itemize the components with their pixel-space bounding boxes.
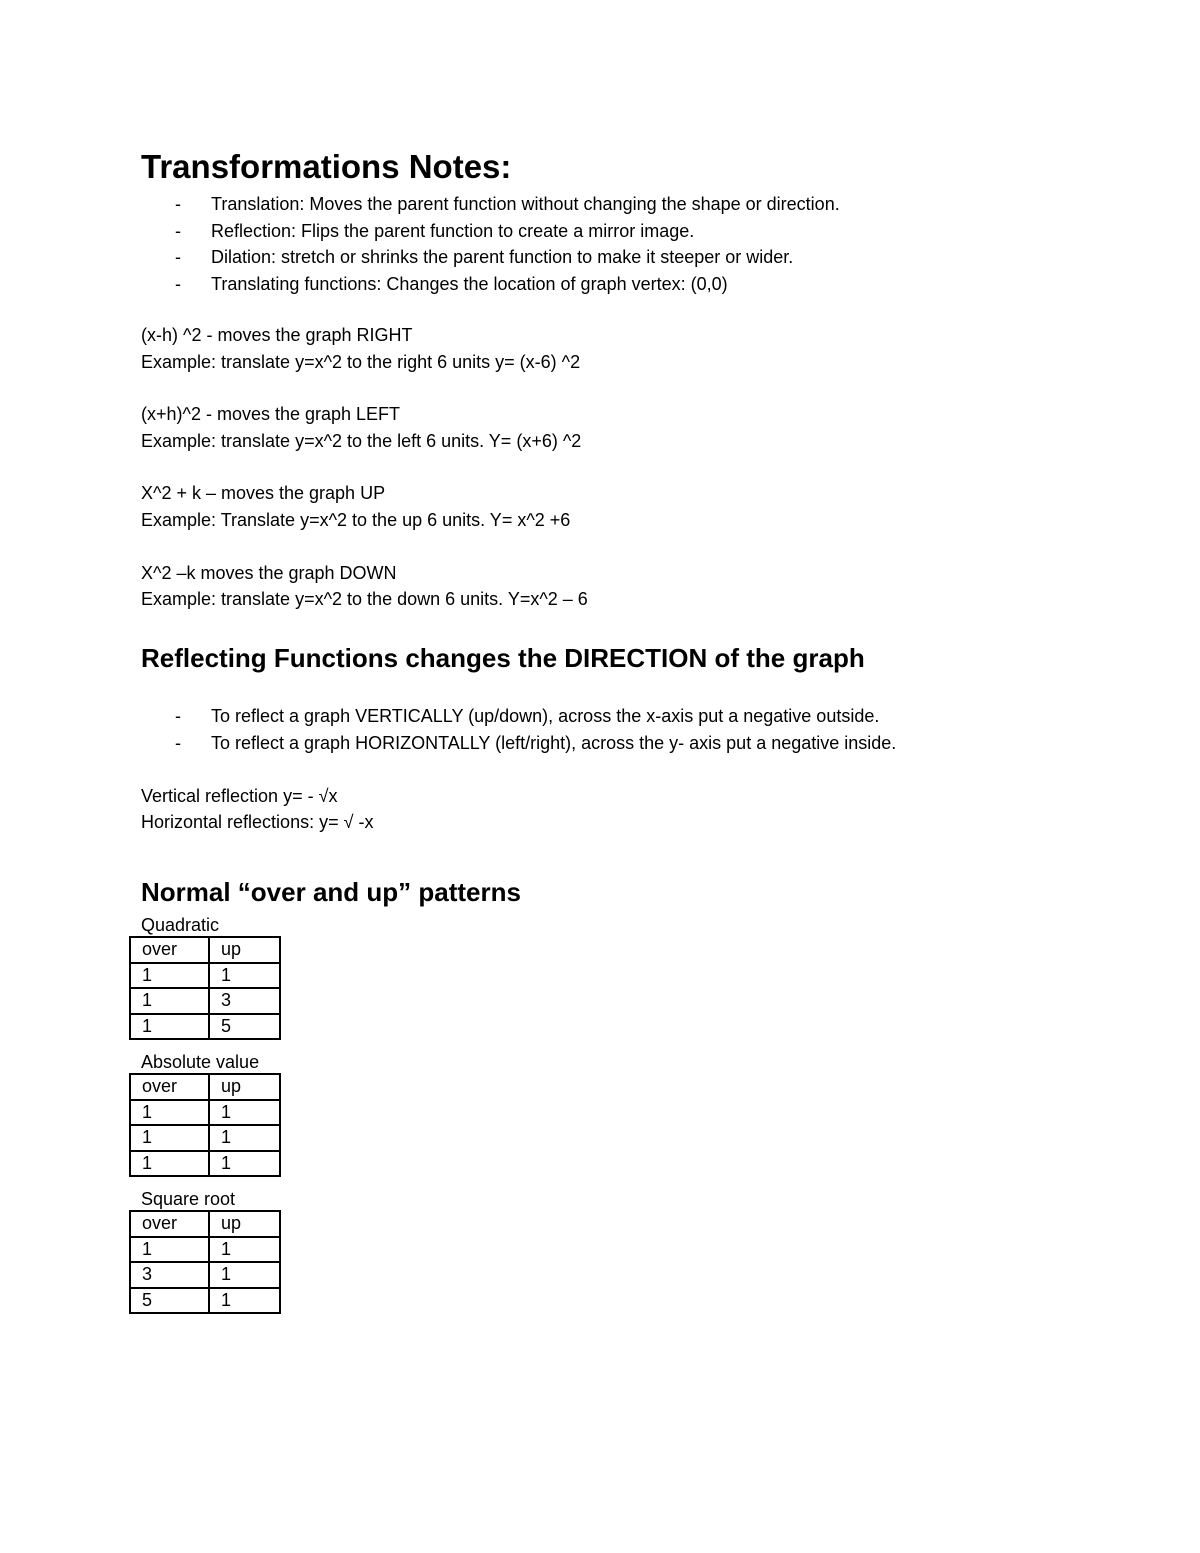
example-left: Example: translate y=x^2 to the left 6 units. Y= (x+6) ^2 xyxy=(141,431,582,451)
table-cell: 3 xyxy=(209,988,280,1014)
page-title: Transformations Notes: xyxy=(141,148,512,185)
bullet-dash: - xyxy=(175,706,181,726)
table-row xyxy=(130,1100,280,1126)
reflect-vertical-rule: To reflect a graph VERTICALLY (up/down), across the x-axis put a negative outside. xyxy=(211,706,880,726)
table-cell: 1 xyxy=(130,988,209,1014)
bullet-dash: - xyxy=(175,273,181,294)
rule-down: X^2 –k moves the graph DOWN xyxy=(141,563,397,583)
table-row xyxy=(130,1237,280,1263)
table-cell: 3 xyxy=(130,1262,209,1288)
table-header-row xyxy=(130,1074,280,1100)
definition-translating-functions: Translating functions: Changes the location of graph vertex: (0,0) xyxy=(211,273,728,294)
rule-up: X^2 + k – moves the graph UP xyxy=(141,483,386,503)
table-cell: 1 xyxy=(209,1262,280,1288)
example-down: Example: translate y=x^2 to the down 6 units. Y=x^2 – 6 xyxy=(141,589,588,609)
table-cell: 1 xyxy=(209,1237,280,1263)
horizontal-reflection-example: Horizontal reflections: y= √ -x xyxy=(141,812,374,832)
absolute-value-table xyxy=(129,1073,281,1177)
table-cell: 1 xyxy=(130,1237,209,1263)
vertical-reflection-example: Vertical reflection y= - √x xyxy=(141,786,338,806)
definition-dilation: Dilation: stretch or shrinks the parent function to make it steeper or wider. xyxy=(211,247,794,267)
rule-left: (x+h)^2 - moves the graph LEFT xyxy=(141,404,401,424)
table-cell: 1 xyxy=(209,1151,280,1177)
definition-translation: Translation: Moves the parent function without changing the shape or direction. xyxy=(211,194,840,214)
table-row xyxy=(130,1014,280,1040)
square-root-table xyxy=(129,1210,281,1314)
table-cell: 1 xyxy=(130,1014,209,1040)
table-cell: 5 xyxy=(209,1014,280,1040)
table-cell: 1 xyxy=(130,963,209,989)
definition-reflection: Reflection: Flips the parent function to create a mirror image. xyxy=(211,220,695,241)
table-row xyxy=(130,988,280,1014)
table-row xyxy=(130,963,280,989)
example-up: Example: Translate y=x^2 to the up 6 units. Y= x^2 +6 xyxy=(141,510,571,530)
bullet-dash: - xyxy=(175,732,181,753)
header-cell: over xyxy=(130,1074,209,1100)
table-row xyxy=(130,1262,280,1288)
header-cell: over xyxy=(130,1211,209,1237)
header-cell: up xyxy=(209,937,280,963)
table-caption-square-root: Square root xyxy=(141,1189,236,1209)
bullet-dash: - xyxy=(175,220,181,241)
example-right: Example: translate y=x^2 to the right 6 units y= (x-6) ^2 xyxy=(141,352,581,372)
table-caption-quadratic: Quadratic xyxy=(141,915,220,935)
table-caption-absolute-value: Absolute value xyxy=(141,1052,260,1072)
table-header-row xyxy=(130,937,280,963)
table-cell: 1 xyxy=(209,1100,280,1126)
table-cell: 1 xyxy=(209,1288,280,1314)
header-cell: over xyxy=(130,937,209,963)
quadratic-table xyxy=(129,936,281,1040)
table-row xyxy=(130,1125,280,1151)
table-cell: 1 xyxy=(130,1100,209,1126)
reflecting-heading: Reflecting Functions changes the DIRECTION of the graph xyxy=(141,643,865,673)
table-cell: 1 xyxy=(130,1125,209,1151)
patterns-heading: Normal “over and up” patterns xyxy=(141,877,521,907)
rule-right: (x-h) ^2 - moves the graph RIGHT xyxy=(141,325,413,345)
reflect-horizontal-rule: To reflect a graph HORIZONTALLY (left/right), across the y- axis put a negative inside. xyxy=(211,732,897,753)
table-row xyxy=(130,1151,280,1177)
table-cell: 1 xyxy=(209,1125,280,1151)
table-header-row xyxy=(130,1211,280,1237)
table-cell: 1 xyxy=(130,1151,209,1177)
header-cell: up xyxy=(209,1074,280,1100)
table-row xyxy=(130,1288,280,1314)
table-cell: 1 xyxy=(209,963,280,989)
header-cell: up xyxy=(209,1211,280,1237)
table-cell: 5 xyxy=(130,1288,209,1314)
bullet-dash: - xyxy=(175,247,181,267)
bullet-dash: - xyxy=(175,194,181,214)
